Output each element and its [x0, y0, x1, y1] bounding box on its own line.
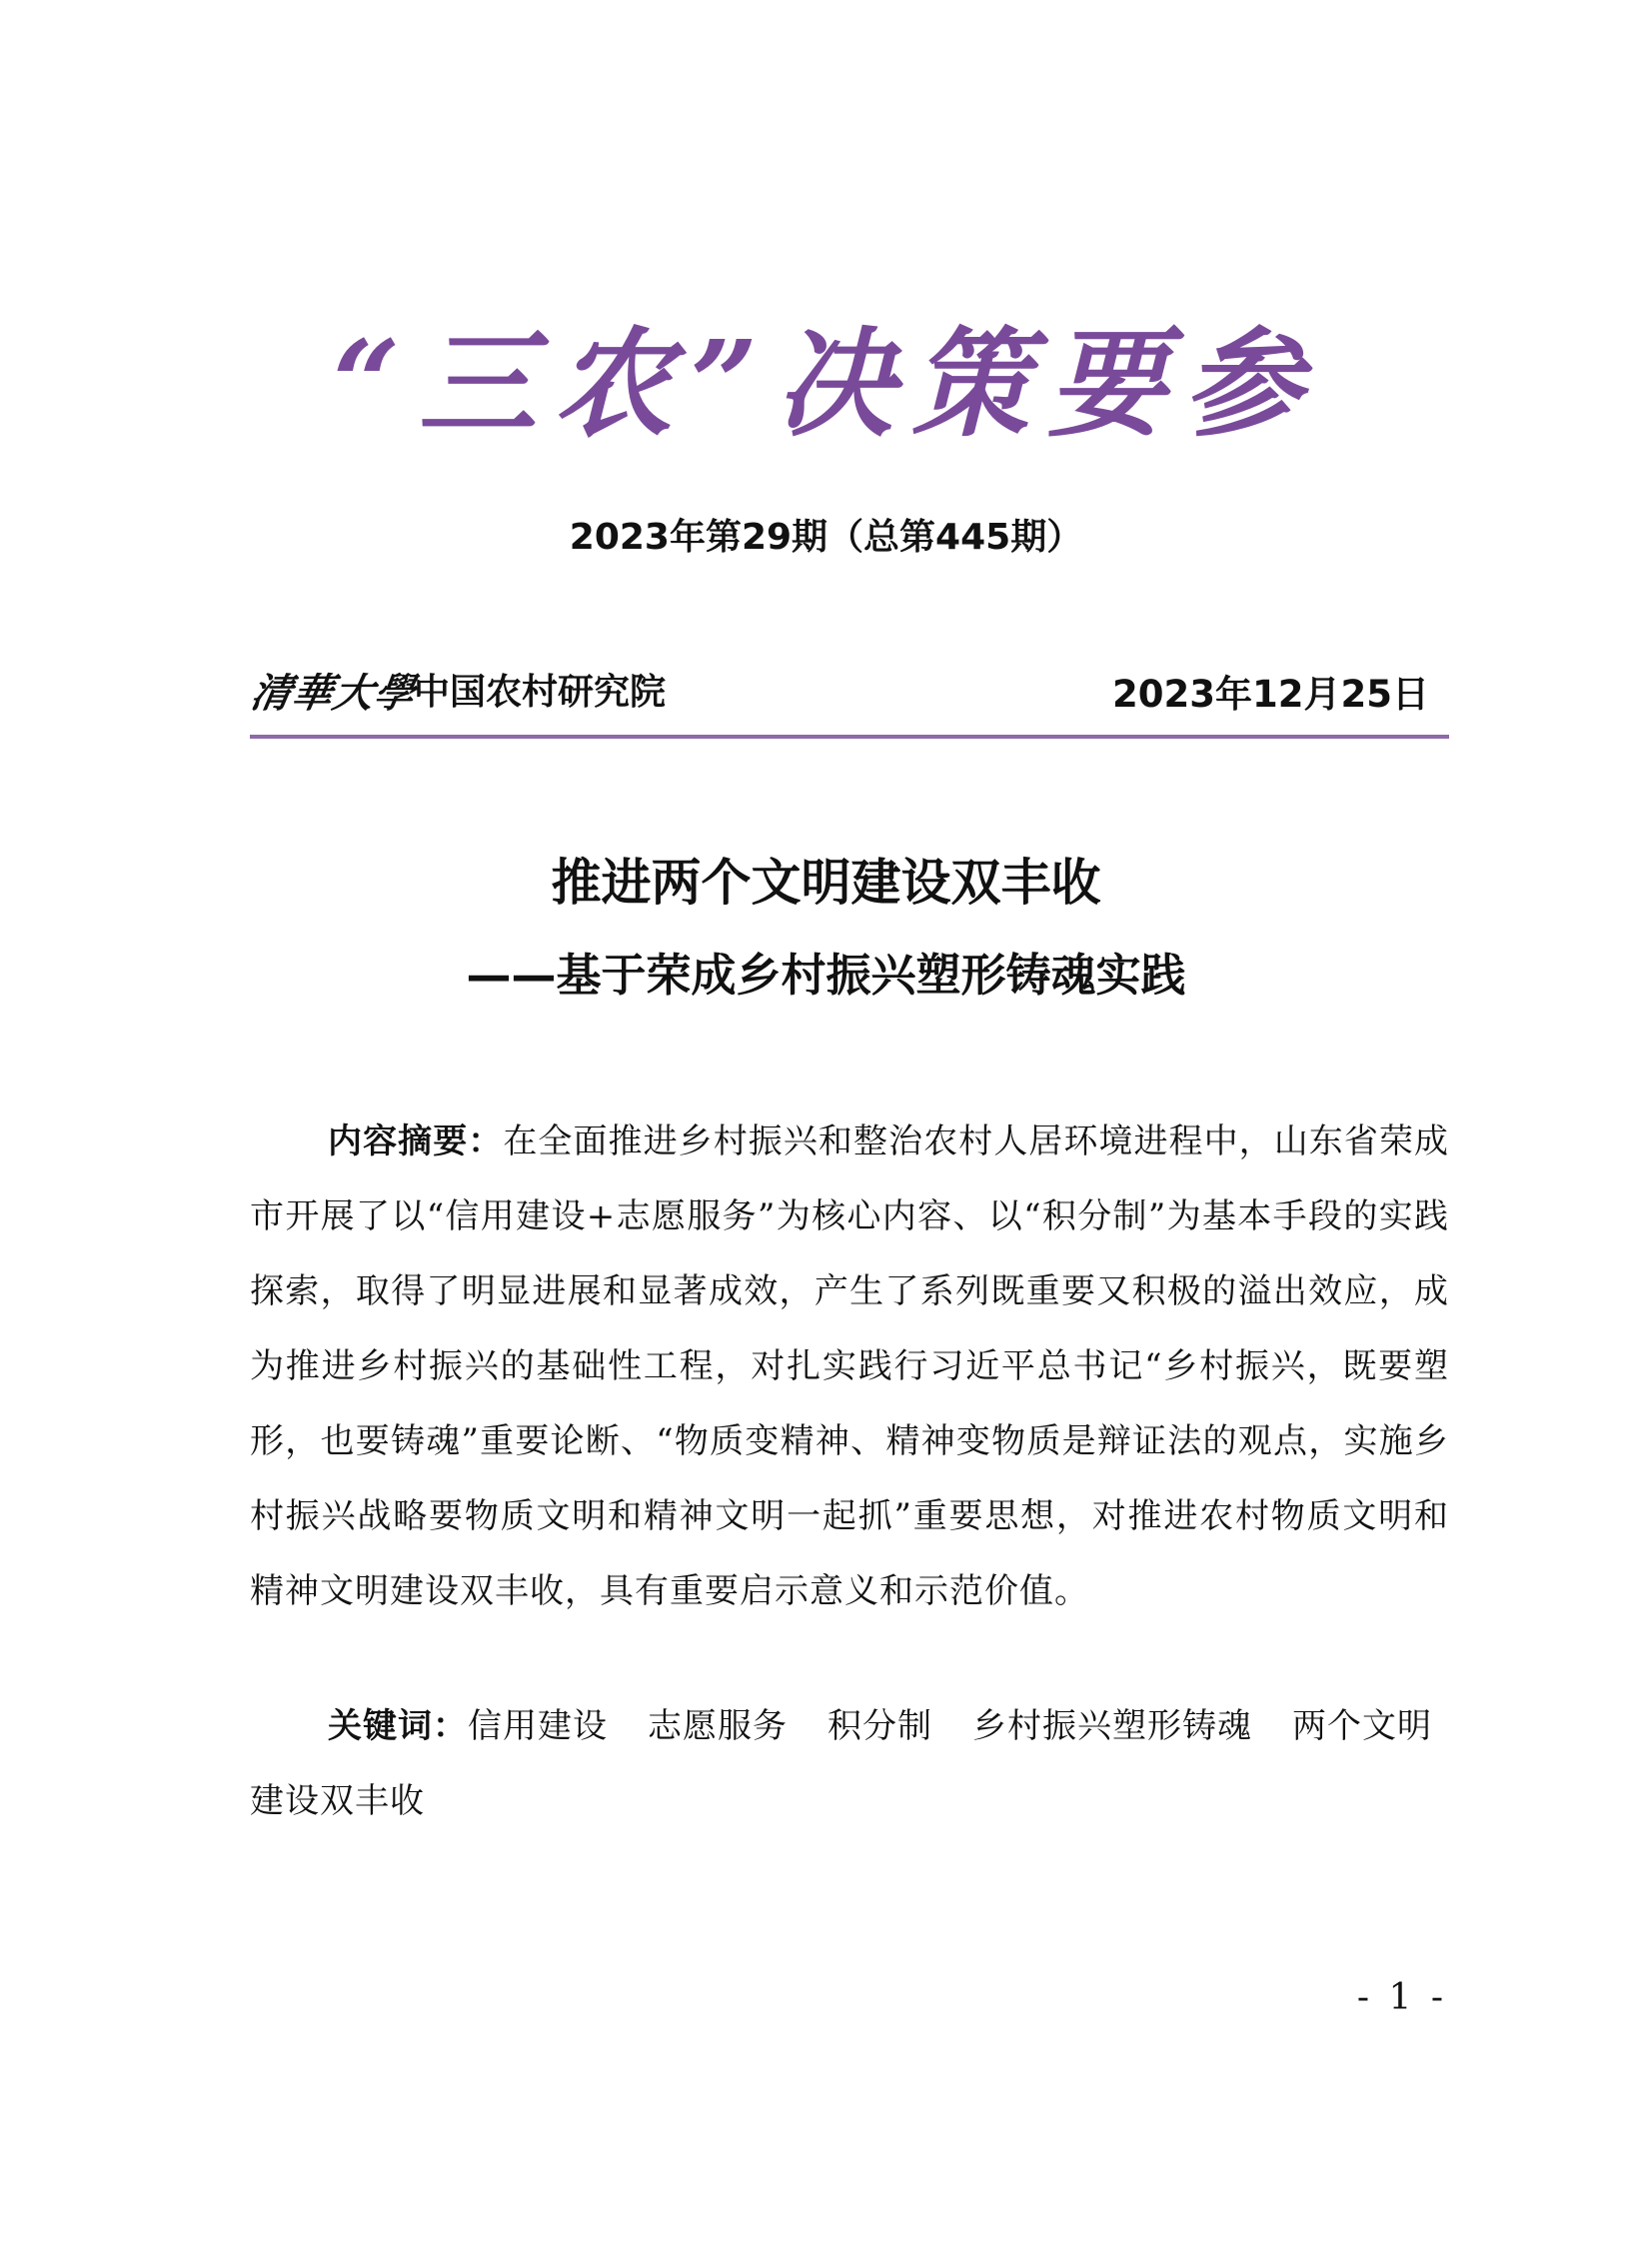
page-number: - 1 -	[1356, 1977, 1447, 2018]
abstract-paragraph	[250, 1105, 1449, 1629]
abstract-label: 内容摘要：	[328, 1122, 504, 1161]
header-divider	[250, 735, 1449, 739]
abstract-text: 在全面推进乡村振兴和整治农村人居环境进程中，山东省荣成市开展了以“信用建设+志愿服务”为核心内容、以“积分制”为基本手段的实践探索，取得了明显进展和显著成效，产生了系列既重要又积极的溢出效应，成为推进乡村振兴的基础性工程，对扎实践行习近平总书记“乡村振兴，既要塑形，也要铸魂”重要论断、“物质变精神、精神变物质是辩证法的观点，实施乡村振兴战略要物质文明和精神文明一起抓”重要思想，对推进农村物质文明和精神文明建设双丰收，具有重要启示意义和示范价值。	[250, 1122, 1450, 1611]
keyword-item: 乡村振兴塑形铸魂	[972, 1706, 1252, 1746]
article-subtitle: ——基于荣成乡村振兴塑形铸魂实践	[466, 949, 1186, 1002]
keyword-item: 志愿服务	[648, 1706, 788, 1746]
keyword-item: 信用建设	[468, 1706, 608, 1746]
article-title: 推进两个文明建设双丰收	[551, 854, 1101, 912]
issue-number: 2023年第29期（总第445期）	[569, 517, 1083, 558]
university-logo: 清華大學	[247, 670, 420, 717]
keywords-label: 关键词：	[328, 1706, 468, 1746]
keyword-item: 两个文明建设双丰收	[250, 1706, 1432, 1821]
institute-name: 中国农村研究院	[414, 672, 667, 713]
masthead-title: “三农”决策要参	[332, 314, 1320, 453]
header-row	[247, 660, 1449, 717]
keyword-item: 积分制	[827, 1706, 932, 1746]
keywords-paragraph	[250, 1689, 1449, 1839]
publication-date: 2023年12月25日	[1112, 673, 1429, 716]
